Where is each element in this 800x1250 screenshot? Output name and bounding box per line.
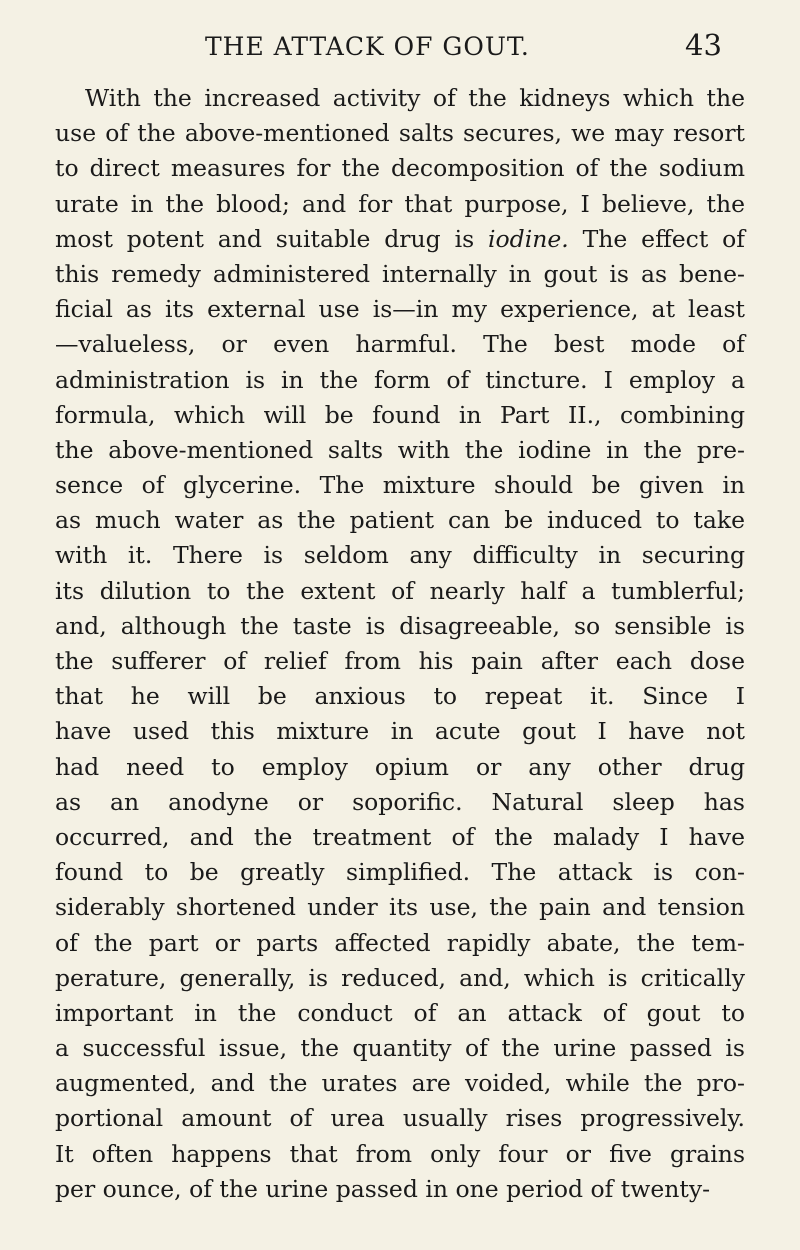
text-line: a successful issue, the quantity of the urine passed is (55, 1034, 745, 1063)
text-line: with it. There is seldom any difficulty in securing (55, 541, 745, 570)
text-line: use of the above-mentioned salts secures, we may resort (55, 119, 745, 148)
text-line: as much water as the patient can be induced to take (55, 506, 745, 535)
text-line: found to be greatly simplified. The attack is con- (55, 858, 745, 887)
text-line: the sufferer of relief from his pain after each dose (55, 647, 745, 675)
text-line: urate in the blood; and for that purpose, I believe, the (55, 189, 745, 218)
text-line: perature, generally, is reduced, and, which is critically (55, 963, 745, 992)
text-line: administration is in the form of tincture. I employ a (55, 365, 745, 394)
text-line: and, although the taste is disagreeable, so sensible is (55, 611, 745, 640)
text-line: as an anodyne or soporific. Natural sleep has (55, 787, 745, 816)
text-line: the above-mentioned salts with the iodine in the pre- (55, 435, 745, 464)
text-line: It often happens that from only four or five grains (55, 1139, 745, 1168)
text-line: per ounce, of the urine passed in one period of twenty- (55, 1174, 711, 1203)
text-line: occurred, and the treatment of the malady I have (55, 822, 745, 851)
text-line: have used this mixture in acute gout I have not (55, 717, 745, 746)
text-line: this remedy administered internally in gout is as bene- (55, 259, 745, 288)
text-line: siderably shortened under its use, the pain and tension (55, 893, 745, 922)
text-line: ficial as its external use is—in my experience, at least (55, 295, 745, 324)
text-segment: most potent and suitable drug is (55, 224, 475, 253)
text-line: formula, which will be found in Part II., combining (55, 400, 745, 429)
text-line: of the part or parts affected rapidly abate, the tem- (55, 928, 745, 957)
page-number: 43 (685, 28, 722, 62)
text-line: —valueless, or even harmful. The best mode of (55, 330, 745, 359)
body-paragraph (55, 81, 745, 1207)
italic-term: iodine. (488, 224, 569, 253)
text-segment: The effect of (582, 224, 745, 253)
text-line: to direct measures for the decomposition of the sodium (55, 154, 745, 183)
text-line: portional amount of urea usually rises progressively. (55, 1104, 745, 1133)
running-title: THE ATTACK OF GOUT. (205, 32, 530, 61)
text-line: important in the conduct of an attack of gout to (55, 998, 745, 1027)
text-line: sence of glycerine. The mixture should be given in (55, 471, 745, 500)
page-header (0, 27, 800, 67)
text-line (55, 222, 745, 257)
text-line: that he will be anxious to repeat it. Since I (55, 682, 745, 711)
text-line: its dilution to the extent of nearly half a tumblerful; (55, 576, 745, 605)
text-line: With the increased activity of the kidneys which the (85, 84, 745, 112)
text-line: augmented, and the urates are voided, while the pro- (55, 1069, 745, 1098)
text-line: had need to employ opium or any other drug (55, 752, 745, 781)
